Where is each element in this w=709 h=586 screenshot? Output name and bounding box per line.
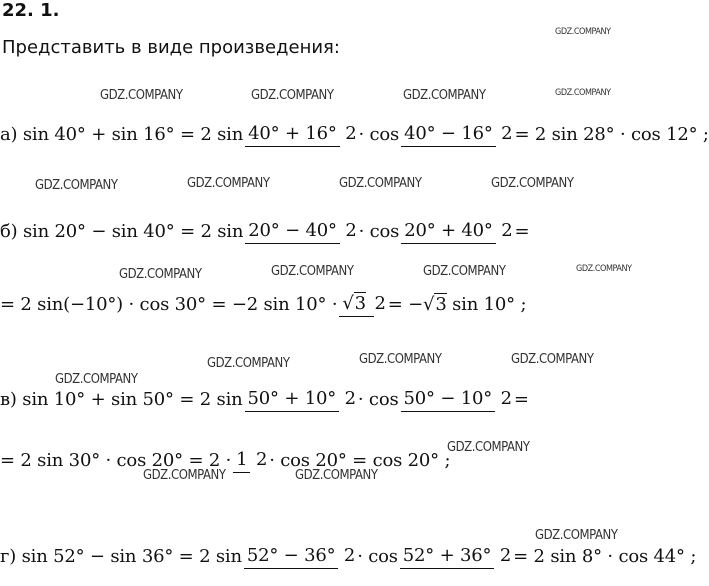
fraction-b-1 [245,220,356,242]
watermark: GDZ.COMPANY [271,264,354,279]
cont-b-2: = − [387,293,424,315]
rhs-a: = 2 sin 28° · cos 12° ; [514,123,709,145]
denominator: 2 [499,545,512,566]
watermark: GDZ.COMPANY [403,88,486,103]
label-v: в) [0,388,17,410]
watermark: GDZ.COMPANY [359,352,442,367]
fraction-a-1 [245,123,356,145]
watermark: GDZ.COMPANY [491,176,574,191]
denominator: 2 [345,123,357,144]
exercise-number: 22. 1. [2,0,60,21]
rhs-v: = [513,388,529,410]
watermark: GDZ.COMPANY [119,267,202,282]
watermark: GDZ.COMPANY [143,468,226,483]
fraction-b-2 [401,220,512,242]
rhs-g: = 2 sin 8° · cos 44° ; [513,545,697,567]
numerator: 1 [233,449,250,473]
radicand: 3 [354,293,366,314]
numerator [339,293,374,317]
mid-v: · cos [357,388,399,410]
fraction-g-1 [244,545,355,567]
watermark: GDZ.COMPANY [535,528,618,543]
task-text: Представить в виде произведения: [2,37,340,58]
cont-b-4: sin 10° ; [452,293,527,315]
watermark: GDZ.COMPANY [423,264,506,279]
label-a: а) [0,123,18,145]
fraction-a-2 [401,123,512,145]
cont-v-1: = 2 sin 30° · cos 20° = 2 · [0,449,232,471]
numerator: 52° − 36° [244,545,339,569]
fraction-v-2 [401,388,512,410]
watermark: GDZ.COMPANY [207,356,290,371]
watermark: GDZ.COMPANY [555,88,611,98]
numerator: 40° − 16° [401,123,496,147]
fraction-sqrt3-over-2 [339,293,385,315]
watermark: GDZ.COMPANY [35,178,118,193]
watermark: GDZ.COMPANY [339,176,422,191]
watermark: GDZ.COMPANY [100,88,183,103]
watermark: GDZ.COMPANY [555,27,611,37]
label-b: б) [0,220,18,242]
denominator: 2 [501,123,513,144]
numerator: 40° + 16° [245,123,340,147]
denominator: 2 [343,545,356,566]
fraction-v-1 [245,388,356,410]
watermark: GDZ.COMPANY [447,440,530,455]
equation-a [0,104,709,164]
mid-g: · cos [357,545,398,567]
label-g: г) [0,545,17,567]
rhs-b: = [514,220,530,242]
lhs-b: sin 20° − sin 40° = 2 sin [23,220,244,242]
numerator: 52° + 36° [400,545,495,569]
cont-v-2: · cos 20° = cos 20° ; [269,449,451,471]
sqrt-symbol: √3 [423,293,447,315]
equation-b-continued [0,274,526,334]
watermark: GDZ.COMPANY [187,176,270,191]
denominator: 2 [374,293,386,314]
watermark: GDZ.COMPANY [511,352,594,367]
denominator: 2 [500,388,512,409]
watermark: GDZ.COMPANY [295,468,378,483]
lhs-g: sin 52° − sin 36° = 2 sin [21,545,242,567]
numerator: 50° + 10° [245,388,340,412]
denominator: 2 [255,449,268,470]
numerator: 20° − 40° [245,220,340,244]
sqrt-symbol: √3 [342,293,366,314]
mid-b: · cos [358,220,400,242]
watermark: GDZ.COMPANY [55,372,138,387]
mid-a: · cos [358,123,400,145]
cont-b-1: = 2 sin(−10°) · cos 30° = −2 sin 10° · [0,293,338,315]
fraction-one-half [233,449,267,471]
denominator: 2 [344,388,356,409]
watermark: GDZ.COMPANY [251,88,334,103]
denominator: 2 [345,220,357,241]
denominator: 2 [501,220,513,241]
equation-b [0,201,529,261]
numerator: 50° − 10° [401,388,496,412]
watermark: GDZ.COMPANY [576,264,632,274]
radicand: 3 [435,293,447,315]
fraction-g-2 [400,545,511,567]
numerator: 20° + 40° [401,220,496,244]
lhs-v: sin 10° + sin 50° = 2 sin [22,388,243,410]
lhs-a: sin 40° + sin 16° = 2 sin [22,123,244,145]
